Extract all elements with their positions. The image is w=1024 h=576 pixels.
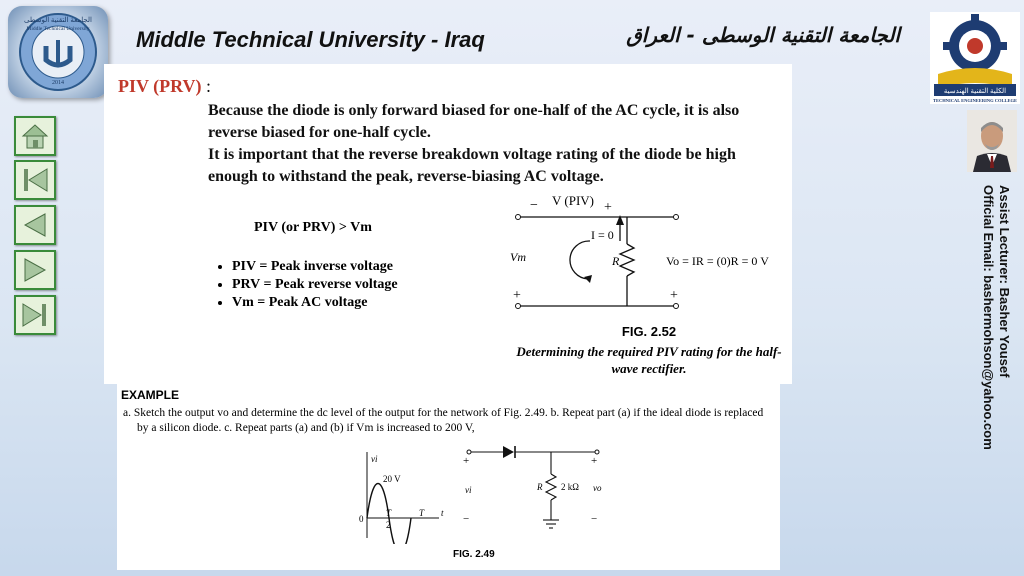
circuit-plus: +	[591, 455, 598, 467]
university-logo	[8, 6, 108, 98]
first-slide-icon	[19, 165, 51, 195]
piv-title-text: PIV (PRV)	[118, 76, 202, 96]
next-slide-icon	[19, 255, 51, 285]
svg-text:الكلية التقنية الهندسية: الكلية التقنية الهندسية	[943, 87, 1007, 95]
waveform-half-numerator: T	[386, 508, 392, 518]
circuit-resistor-label: R	[537, 482, 543, 492]
input-waveform	[355, 452, 445, 544]
last-slide-button[interactable]	[14, 295, 56, 335]
first-slide-button[interactable]	[14, 160, 56, 200]
fig-2-52-description: Determining the required PIV rating for the half-wave rectifier.	[516, 344, 782, 376]
circuit-output-label: vo	[593, 483, 602, 493]
waveform-peak-label: 20 V	[383, 474, 401, 484]
circuit-plus: +	[670, 288, 678, 303]
example-line-2: by a silicon diode. c. Repeat parts (a) and (b) if Vm is increased to 200 V,	[137, 422, 475, 434]
piv-paragraph-1: Because the diode is only forward biased for one-half of the AC cycle, it is also reverse biased for one-half cycle.	[208, 102, 740, 141]
fig-2-52-number: FIG. 2.52	[621, 324, 677, 339]
lecturer-photo	[967, 110, 1017, 172]
last-slide-icon	[19, 300, 51, 330]
svg-text:TECHNICAL ENGINEERING COLLEGE: TECHNICAL ENGINEERING COLLEGE	[932, 98, 1018, 103]
university-name-arabic: الجامعة التقنية الوسطى - العراق	[626, 23, 900, 47]
waveform-zero: 0	[359, 514, 364, 524]
circuit-minus: −	[591, 513, 598, 525]
circuit-resistor-label: R	[612, 254, 620, 268]
list-item: • PRV = Peak reverse voltage	[232, 276, 398, 294]
piv-paragraph-2: It is important that the reverse breakdown voltage rating of the diode be high enough to withstand the peak, reverse-biasing AC voltage.	[208, 146, 736, 185]
diode-symbol	[503, 446, 514, 458]
circuit-plus: +	[513, 288, 521, 303]
lecturer-email: Official Email: bashermohson@yahoo.com	[981, 185, 996, 450]
example-line-1: a. Sketch the output vo and determine the dc level of the output for the network of Fig. 2.49. b. Repeat part (a) if the ideal diode is replaced	[123, 407, 764, 419]
piv-slide-panel	[104, 64, 792, 384]
lecturer-info	[978, 185, 1012, 465]
example-circuit-diagram	[457, 440, 617, 540]
fig-2-52-caption	[514, 324, 784, 377]
example-text	[123, 406, 773, 436]
circuit-v-piv: V (PIV)	[552, 193, 595, 208]
svg-text:الجامعة التقنية الوسطى: الجامعة التقنية الوسطى	[24, 16, 92, 24]
piv-circuit-diagram	[504, 189, 789, 309]
circuit-minus: −	[463, 513, 470, 525]
previous-slide-icon	[19, 210, 51, 240]
list-item: • Vm = Peak AC voltage	[232, 294, 398, 312]
lecturer-name: Assist Lecturer: Basher Yousef	[997, 185, 1012, 378]
example-panel	[117, 384, 780, 570]
circuit-source: Vm	[510, 250, 526, 264]
circuit-plus: +	[604, 200, 612, 215]
example-title: EXAMPLE	[121, 388, 180, 402]
list-item: • PIV = Peak inverse voltage	[232, 258, 398, 276]
home-button[interactable]	[14, 116, 56, 156]
next-slide-button[interactable]	[14, 250, 56, 290]
fig-2-49-number: FIG. 2.49	[453, 549, 495, 560]
piv-title-colon: :	[206, 76, 212, 96]
waveform-y-label: vi	[371, 454, 378, 464]
circuit-minus: −	[530, 198, 538, 213]
waveform-t-label: t	[441, 508, 444, 518]
circuit-current: I = 0	[591, 228, 614, 242]
piv-title	[118, 76, 211, 97]
piv-inequality: PIV (or PRV) > Vm	[254, 220, 372, 235]
waveform-period: T	[419, 508, 425, 518]
home-icon	[19, 121, 51, 151]
university-name-english: Middle Technical University - Iraq	[136, 27, 485, 52]
piv-bullet-list	[208, 258, 398, 312]
circuit-input-label: vi	[465, 485, 472, 495]
circuit-output-equation: Vo = IR = (0)R = 0 V	[666, 254, 769, 268]
svg-text:2014: 2014	[52, 80, 64, 86]
waveform-half-denominator: 2	[386, 520, 391, 530]
svg-text:Middle Technical University: Middle Technical University	[26, 26, 90, 32]
circuit-plus: +	[463, 455, 470, 467]
college-logo	[930, 12, 1020, 104]
previous-slide-button[interactable]	[14, 205, 56, 245]
circuit-resistance-value: 2 kΩ	[561, 482, 579, 492]
